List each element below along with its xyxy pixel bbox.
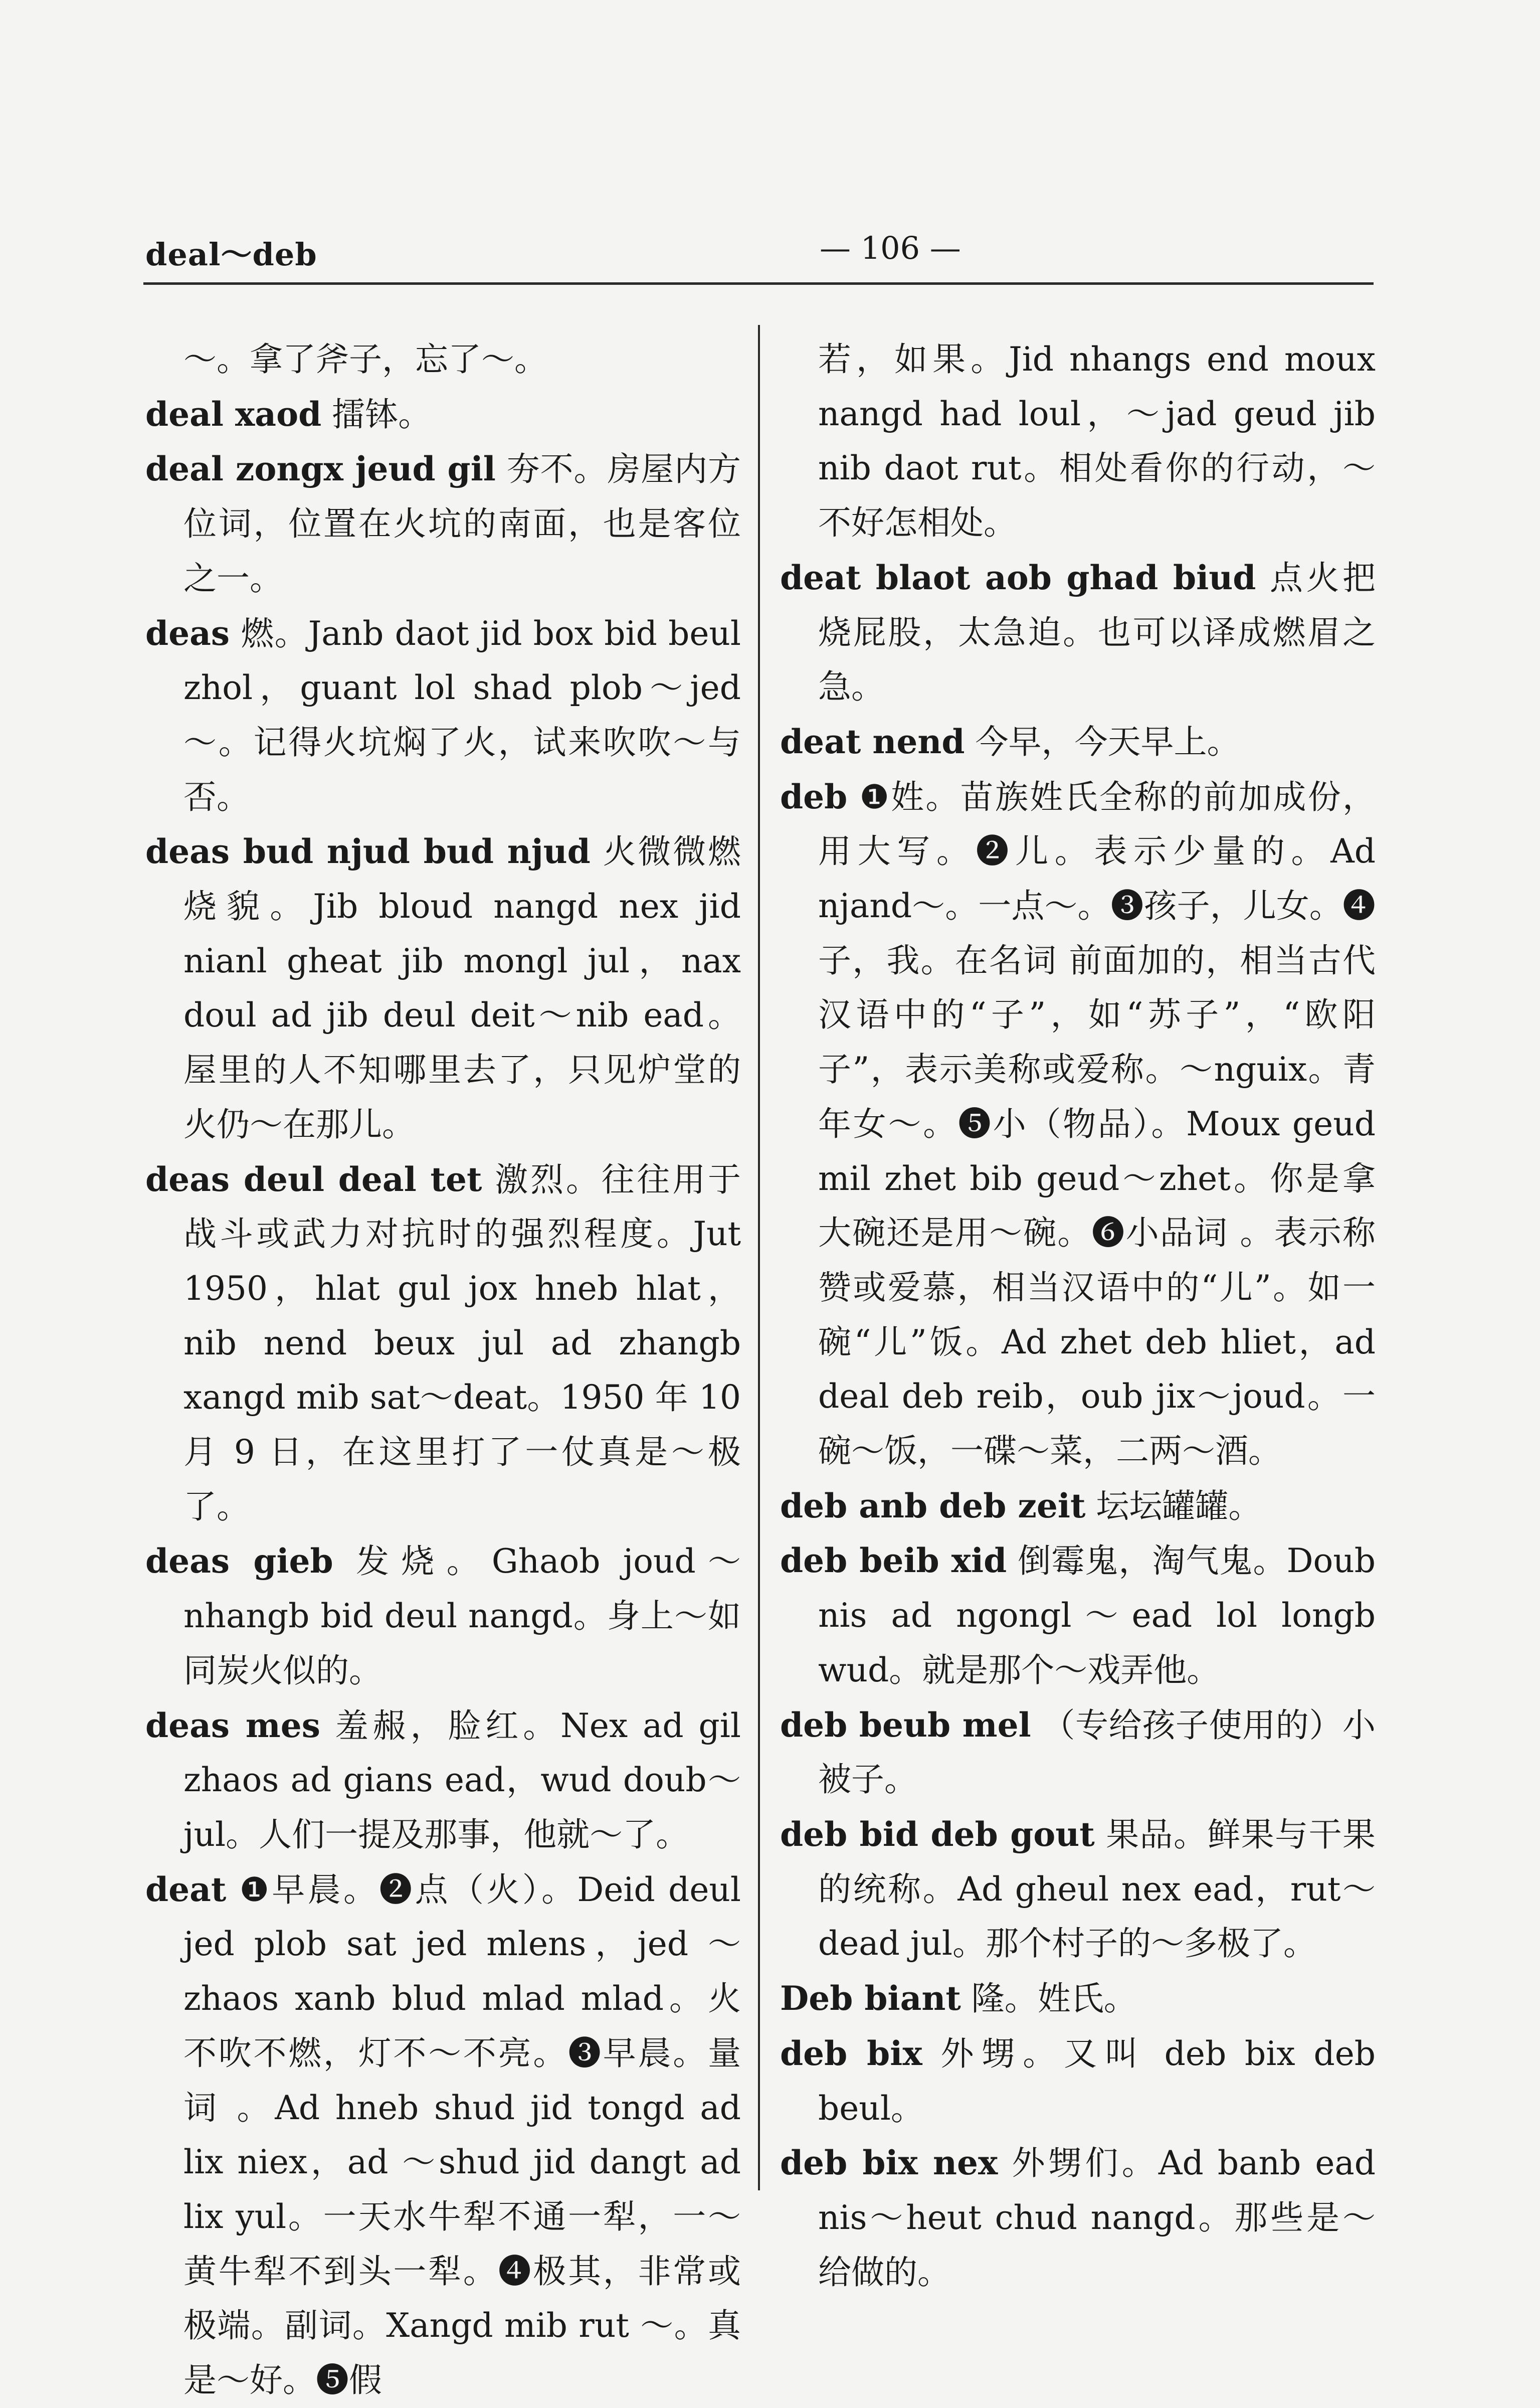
left-column	[145, 332, 741, 2408]
entry-definition: 发烧。Ghaob joud～nhangb bid deul nangd。身上～如同炭火似的。	[183, 1542, 741, 1690]
dictionary-entry	[780, 770, 1376, 1479]
entry-definition: 火微微燃烧貌。Jib bloud nangd nex jid nianl gheat jib mongl jul，nax doul ad jib deul deit～nib ead。屋里的人不知哪里去了，只见炉堂的火仍～在那儿。	[183, 832, 741, 1144]
entry-definition: ❶早晨。❷点（火）。Deid deul jed plob sat jed mlens，jed ～ zhaos xanb blud mlad mlad。火不吹不燃，灯不～不亮。❸早晨。量词 。Ad hneb shud jid tongd ad lix niex，ad ～shud jid dangt ad lix yul。一天水牛犁不通一犁，一～黄牛犁不到头一犁。❹极其，非常或极端。副词。Xangd mib rut ～。真是～好。❺假	[183, 1870, 741, 2400]
entry-definition: 点火把烧屁股，太急迫。也可以译成燃眉之急。	[818, 558, 1376, 707]
entry-headword: deb bix nex	[780, 2143, 998, 2183]
entry-headword: deb beib xid	[780, 1541, 1007, 1581]
entry-definition: 今早，今天早上。	[975, 722, 1240, 761]
dictionary-entry	[145, 387, 741, 442]
entry-definition: ❶姓。苗族姓氏全称的前加成份，用大写。❷儿。表示少量的。Ad njand～。一点～。❸孩子，儿女。❹子，我。在名词 前面加的，相当古代汉语中的“子”，如“苏子”，“欧阳子”，表示美称或爱称。～nguix。青年女～。❺小（物品）。Moux geud mil zhet bib geud～zhet。你是拿大碗还是用～碗。❻小品词 。表示称赞或爱慕，相当汉语中的“儿”。如一碗“儿”饭。Ad zhet deb hliet，ad deal deb reib，oub jix～joud。一碗～饭，一碟～菜，二两～酒。	[818, 777, 1376, 1471]
entry-headword: deb beub mel	[780, 1705, 1031, 1745]
entry-headword: deb	[780, 777, 848, 816]
dictionary-entry	[780, 2026, 1376, 2136]
entry-definition: （专给孩子使用的）小被子。	[818, 1705, 1376, 1799]
entry-headword: deal xaod	[145, 394, 322, 434]
dictionary-entry	[780, 332, 1376, 551]
dictionary-entry	[780, 715, 1376, 770]
page-header	[145, 225, 1374, 285]
entry-definition: 激烈。往往用于战斗或武力对抗时的强烈程度。Jut 1950，hlat gul jox hneb hlat，nib nend beux jul ad zhangb xangd mib sat～deat。1950 年 10 月 9 日，在这里打了一仗真是～极了。	[183, 1160, 741, 1526]
entry-definition: 隆。姓氏。	[971, 1979, 1137, 2018]
entry-definition: 燃。Janb daot jid box bid beul zhol，guant lol shad plob～jed～。记得火坑焖了火，试来吹吹～与否。	[183, 614, 741, 816]
dictionary-entry	[145, 1534, 741, 1698]
entry-headword: deat nend	[780, 722, 965, 761]
entry-headword: deas deul deal tet	[145, 1159, 482, 1199]
entry-headword: deb bix	[780, 2033, 922, 2073]
entry-headword: deas mes	[145, 1705, 320, 1745]
entry-definition: 果品。鲜果与干果的统称。Ad gheul nex ead，rut～dead jul。那个村子的～多极了。	[818, 1815, 1376, 1963]
dictionary-entry	[145, 1862, 741, 2408]
dictionary-entry	[145, 332, 741, 387]
entry-definition: 羞赧，脸红。Nex ad gil zhaos ad gians ead，wud doub～jul。人们一提及那事，他就～了。	[183, 1706, 741, 1854]
entry-headword: Deb biant	[780, 1979, 961, 2018]
entry-definition: 外甥们。Ad banb ead nis～heut chud nangd。那些是～给做的。	[818, 2144, 1376, 2292]
dictionary-entry	[145, 1698, 741, 1862]
entry-definition: 倒霉鬼，淘气鬼。Doub nis ad ngongl～ead lol longb wud。就是那个～戏弄他。	[818, 1541, 1376, 1689]
dictionary-entry	[780, 1479, 1376, 1534]
entry-definition: 坛坛罐罐。	[1096, 1486, 1262, 1525]
entry-definition: 外甥。又叫 deb bix deb beul。	[818, 2034, 1376, 2128]
dictionary-entry	[780, 1533, 1376, 1697]
dictionary-entry	[145, 606, 741, 825]
entry-headword: deas gieb	[145, 1541, 333, 1581]
dictionary-entry	[780, 1807, 1376, 1971]
header-rule	[143, 282, 1374, 285]
entry-headword: deb anb deb zeit	[780, 1486, 1086, 1525]
entry-definition: 擂钵。	[332, 395, 432, 434]
column-divider	[758, 325, 760, 2190]
page-number: — 106 —	[820, 230, 961, 266]
dictionary-entry	[145, 824, 741, 1152]
entry-headword: deal zongx jeud gil	[145, 449, 496, 489]
dictionary-entry	[780, 551, 1376, 715]
right-column	[780, 332, 1376, 2300]
entry-definition: ～。拿了斧子，忘了～。	[183, 340, 547, 379]
entry-headword: deat blaot aob ghad biud	[780, 558, 1256, 597]
entry-definition: 若，如果。Jid nhangs end moux nangd had loul，～jad geud jib nib daot rut。相处看你的行动，～不好怎相处。	[818, 340, 1376, 543]
dictionary-entry	[780, 2136, 1376, 2300]
dictionary-entry	[780, 1971, 1376, 2026]
entry-headword: deat	[145, 1869, 227, 1909]
dictionary-entry	[780, 1698, 1376, 1807]
entry-headword: deb bid deb gout	[780, 1814, 1095, 1854]
entry-headword: deas bud njud bud njud	[145, 832, 591, 872]
dictionary-entry	[145, 442, 741, 606]
header-entry-range: deal～deb	[145, 236, 317, 273]
entry-headword: deas	[145, 613, 230, 653]
entry-definition: 夯不。房屋内方位词，位置在火坑的南面，也是客位之一。	[183, 450, 741, 598]
dictionary-entry	[145, 1152, 741, 1534]
